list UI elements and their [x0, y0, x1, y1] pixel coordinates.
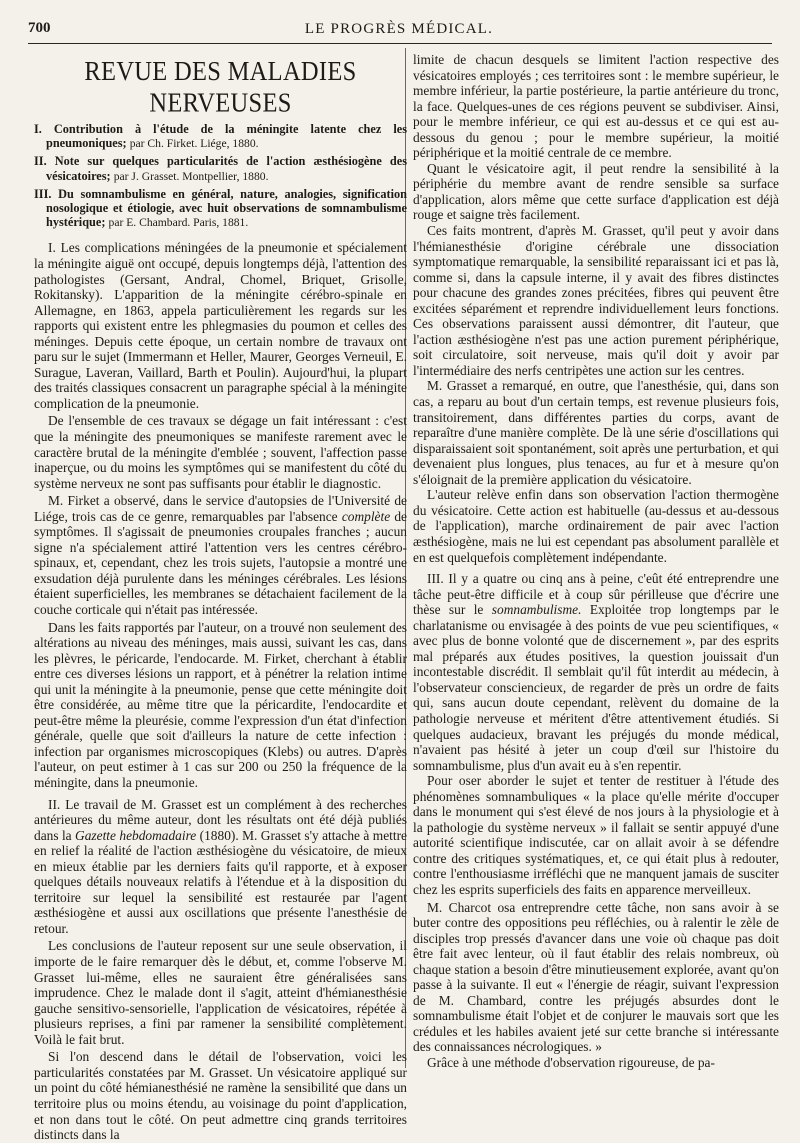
reference-entry: [34, 122, 407, 151]
reference-author: par E. Chambard. Paris, 1881.: [108, 216, 249, 230]
reference-title: Note sur quelques particularités de l'action æsthésiogène des vésicatoires;: [46, 154, 407, 183]
section-heading: REVUE DES MALADIES NERVEUSES: [84, 56, 357, 119]
header-rule: [28, 43, 772, 44]
right-column: [413, 52, 779, 1071]
paragraph: [34, 493, 407, 617]
emphasis: somnambulisme.: [491, 602, 582, 618]
paragraph: [34, 797, 407, 937]
reference-title: Du somnambulisme en général, nature, analogies, signification nosologique et étiologie, avec huit observations de somnambulisme hystérique;: [46, 186, 407, 230]
text-run: II. Le travail de M. Grasset est un complément à des recherches antérieures du même auteur, dont les résultats ont été déjà publiés dans la: [34, 796, 407, 843]
page-number: 700: [28, 20, 51, 36]
paragraph: Ces faits montrent, d'après M. Grasset, qu'il peut y avoir dans l'hémianesthésie d'origine cérébrale une dissociation symptomatique remarquable, la sensibilité reparaissant ici et pas là, comme si, dans la capsule interne, il y avait des fibres distinctes pour chacune des grandes zones précitées, fibres qui peuvent être excitées séparément et reprendre individuellement leurs fonctions. Ces observations paraissent aussi démontrer, dit l'auteur, que l'action æsthésiogène n'est pas une action purement périphérique, soit circulatoire, soit nerveuse, mais qu'il doit y avoir par l'intermédiaire des nerfs centripètes une action sur les centres.: [413, 223, 779, 378]
text-run: (1880). M. Grasset s'y attache à mettre en relief la réalité de l'action æsthésiogène du vésicatoire, de mieux en mieux établie par les derniers faits qu'il rapporte, et à exposer quelques détails nouveaux relatifs à l'étendue et à la disposition du territoire sur lequel la sensibilité est restaurée par l'agent æsthésiogène et aussi aux oscillations que présente l'anesthésie de retour.: [34, 827, 407, 936]
emphasis: Gazette hebdomadaire: [75, 827, 197, 843]
paragraph: Quant le vésicatoire agit, il peut rendre la sensibilité à la périphérie du membre avant de rendre sensible sa surface d'application, alors même que cette surface d'application est déjà rouge et saigne très facilement.: [413, 160, 779, 223]
paragraph: I. Les complications méningées de la pneumonie et spécialement la méningite aiguë ont occupé, depuis longtemps déjà, l'attention des pathologistes (Gersant, Andral, Chomel, Briquet, Grisolle, Rokitansky). L'apparition de la méningite cérébro-spinale en Allemagne, en 1863, appela particulièrement les regards sur les rapports qui existent entre les phlegmasies du poumon et celles des méninges. Depuis cette époque, un certain nombre de travaux ont paru sur le sujet (Immermann et Heller, Maurer, Georges Verneuil, E. Surague, Laveran, Vaillard, Barth et Poulin). Aujourd'hui, la plupart des traités classiques consacrent un paragraphe spécial à la méningite complication de la pneumonie.: [34, 240, 407, 411]
reference-entry: [34, 154, 407, 183]
reference-title: Contribution à l'étude de la méningite latente chez les pneumoniques;: [46, 122, 407, 151]
paragraph: Les conclusions de l'auteur reposent sur une seule observation, il importe de le faire remarquer dès le début, et, comme l'observe M. Grasset lui-même, elles ne sauraient être généralisées sans imprudence. Chez le malade dont il s'agit, atteint d'hémianesthésie gauche sensitivo-sensorielle, l'application de vésicatoires, répétée à plusieurs reprises, a fini par ramener la sensibilité complètement. Voilà le fait brut.: [34, 938, 407, 1047]
reference-author: par J. Grasset. Montpellier, 1880.: [113, 169, 269, 183]
paragraph: [413, 571, 779, 773]
paragraph: M. Grasset a remarqué, en outre, que l'anesthésie, qui, dans son cas, a reparu au bout d'un certain temps, est revenue plusieurs fois, transitoirement, dans différentes parties du corps, avant de reparaître d'une manière complète. De là une série d'oscillations qui disparaissaient soit spontanément, soit après une perturbation, et qui devenaient plus longues, plus tenaces, au fur et à mesure qu'on s'éloignait de la première application du vésicatoire.: [413, 378, 779, 487]
running-head: [28, 20, 770, 42]
journal-title: LE PROGRÈS MÉDICAL.: [304, 21, 494, 37]
paragraph: limite de chacun desquels se limitent l'action respective des vésicatoires employés ; ces territoires sont : le membre supérieur, le membre inférieur, la partie postérieure, la partie antérieure du tronc, la face. Quelques-unes de ces régions peuvent se subdiviser. Ainsi, pour le membre inférieur, ce qui est au-dessus et ce qui est au-dessous du genou ; pour le membre supérieur, la moitié périphérique et la moitié centrale de ce membre.: [413, 52, 779, 161]
paragraph: Pour oser aborder le sujet et tenter de restituer à l'étude des phénomènes somnambuliques « la place qu'elle mérite d'occuper dans le monument qui s'est élevé de nos jours à la physiologie et à la pathologie du système nerveux » il fallait se sentir appuyé d'une autorité scientifique indiscutée, car on allait avoir à se défendre contre des critiques systématiques, et, ce qui était plus à redouter, contre l'enthousiasme irréfléchi que ne manquent jamais de susciter chez les esprits superficiels des faits en apparence merveilleux.: [413, 773, 779, 897]
text-run: M. Firket a observé, dans le service d'autopsies de l'Université de Liége, trois cas de ce genre, remarquables par l'absence: [34, 493, 407, 524]
reference-number: I.: [34, 122, 42, 136]
reference-number: III.: [34, 186, 52, 201]
reference-entry: [34, 187, 407, 231]
paragraph: M. Charcot osa entreprendre cette tâche, non sans avoir à se buter contre des oppositions peu réfléchies, ou à ralentir le zèle de disciples trop pressés d'avancer dans une voie où chaque pas doit être fait avec lenteur, où il faut établir des relais nombreux, où chaque station a besoin d'être minutieusement explorée, avant qu'on passe à la suivante. Il eut « l'énergie de réagir, suivant l'expression de M. Chambard, contre les préjugés absurdes dont le somnambulisme était l'objet et de conjurer le mauvais sort que les crédules et les habiles avaient jeté sur cette branche si intéressante des connaissances nécrologiques. »: [413, 899, 779, 1055]
paragraph: Dans les faits rapportés par l'auteur, on a trouvé non seulement des altérations au niveau des méninges, mais aussi, suivant les cas, dans les plèvres, le péricarde, l'endocarde. M. Firket, cherchant à établir entre ces diverses lésions un rapport, et à pénétrer la relation intime qui unit la méningite à la pneumonie, pense que cette méningite doit être considérée, au même titre que la péricardite, l'endocardite et peut-être même la pleurésie, comme l'expression d'un état d'infection générale, quelle que soit d'ailleurs la nature de cette infection : infection par organismes microscopiques (Klebs) ou autres. D'après l'auteur, on peut estimer à 1 cas sur 200 ou 250 la fréquence de la méningite, dans la pneumonie.: [34, 619, 407, 791]
left-column: [34, 52, 407, 1143]
paragraph: Si l'on descend dans le détail de l'observation, voici les particularités constatées par M. Grasset. Un vésicatoire appliqué sur un point du côté hémianesthésié ne ramène la sensibilité que dans un territoire plus ou moins étendu, au voisinage du point d'application, et non dans tout le côté. On peut admettre cinq grands territoires distincts dans la: [34, 1049, 407, 1143]
reference-number: II.: [34, 154, 47, 169]
text-run: Exploitée trop longtemps par le charlatanisme ou envisagée à des points de vue peu scientifiques, « avec plus de bonne volonté que de discernement », par des esprits mal préparés aux études positives, la question jouissait d'un incontestable discrédit. Il semblait qu'il fût interdit au médecin, à l'observateur consciencieux, de regarder de près un ordre de faits qui, sans aucun doute cependant, relèvent du domaine de la pathologie nerveuse et méritent d'être attentivement étudiés. Si quelques audacieux, bravant les préjugés du monde médical, n'avaient pas hésité à jeter un coup d'œil sur l'histoire du somnambulisme, plus d'un avait eu à s'en repentir.: [413, 602, 779, 773]
paragraph: De l'ensemble de ces travaux se dégage un fait intéressant : c'est que la méningite des pneumoniques se manifeste rarement avec le caractère brutal de la méningite d'emblée ; souvent, l'affection passe inaperçue, ou du moins les symptômes qui se manifestent du côté du système nerveux ne sont pas suffisants pour établir le diagnostic.: [34, 413, 407, 491]
text-run: de symptômes. Il s'agissait de pneumonies croupales franches ; aucun signe n'a spécialement attiré l'attention vers les centres cérébro-spinaux, et, cependant, chez les trois sujets, l'autopsie a montré une exsudation déjà purulente dans les méninges cérébrales. Les lésions étaient superficielles, les membranes se détachaient facilement de la couche corticale qui n'était pas intéressée.: [34, 508, 407, 617]
text-run: III. Il y a quatre ou cinq ans à peine, c'eût été entreprendre une tâche peut-être difficile et à coup sûr périlleuse que d'écrire une thèse sur le: [413, 571, 779, 618]
paragraph: Grâce à une méthode d'observation rigoureuse, de pa-: [427, 1055, 715, 1070]
reference-author: par Ch. Firket. Liége, 1880.: [129, 137, 259, 151]
paragraph: L'auteur relève enfin dans son observation l'action thermogène du vésicatoire. Cette action est habituelle (au-dessus et au-dessous de l'application), marche ordinairement de pair avec l'action æsthésiogène, mais ne lui est cependant pas absolument parallèle et en est quelquefois complètement indépendante.: [413, 487, 779, 565]
emphasis: complète: [341, 508, 391, 524]
